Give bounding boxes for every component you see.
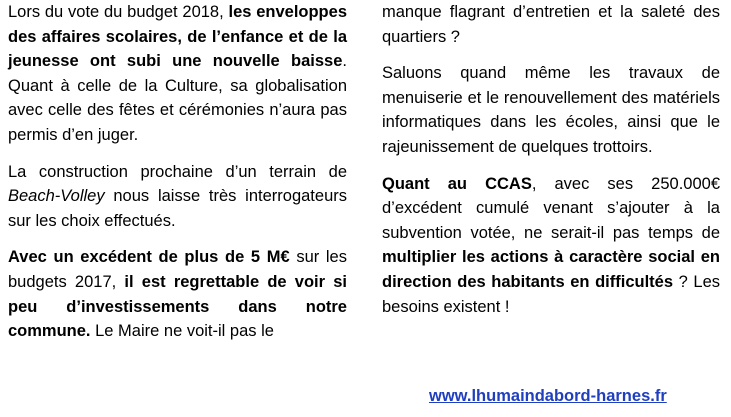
- text-segment: Le Maire ne voit-il pas le: [90, 322, 274, 341]
- text-segment: sur les budgets 2017,: [8, 248, 347, 291]
- paragraph-ccas: [382, 172, 720, 320]
- text-segment: Lors du vote du budget 2018,: [8, 3, 229, 21]
- italic-term: Beach-Volley: [8, 187, 105, 206]
- bold-statement: les enveloppes des affaires scolaires, de l’enfance et de la jeunesse ont subi une nouvelle baisse: [8, 3, 347, 71]
- website-link[interactable]: www.lhumaindabord-harnes.fr: [429, 387, 667, 405]
- text-segment: . Quant à celle de la Culture, sa globalisation avec celle des fêtes et cérémonies n’aura pas permis d’en juger.: [8, 52, 347, 144]
- paragraph-excedent: [8, 245, 347, 343]
- right-column: [382, 0, 720, 331]
- bold-statement: il est regrettable de voir si peu d’investissements dans notre commune.: [8, 272, 347, 341]
- left-column: [8, 0, 347, 356]
- text-segment: ? Les besoins existent !: [382, 272, 720, 316]
- text-segment: Saluons quand même les travaux de menuiserie et le renouvellement des matériels informatiques dans les écoles, ainsi que le rajeunissement de quelques trottoirs.: [382, 64, 720, 156]
- paragraph-travaux: [382, 61, 720, 159]
- text-segment: La construction prochaine d’un terrain de: [8, 162, 347, 181]
- text-segment: , avec ses 250.000€ d’excédent cumulé venant s’ajouter à la subvention votée, ne serait-il pas temps de: [382, 174, 720, 242]
- paragraph-beach-volley: [8, 160, 347, 234]
- paragraph-entretien: [382, 0, 720, 49]
- bold-statement: multiplier les actions à caractère social en direction des habitants en difficultés: [382, 248, 720, 291]
- bold-statement: Avec un excédent de plus de 5 M€: [8, 248, 290, 267]
- text-segment: manque flagrant d’entretien et la saleté des quartiers ?: [382, 3, 720, 46]
- text-segment: nous laisse très interrogateurs sur les choix effectués.: [8, 187, 347, 230]
- paragraph-budget-2018: [8, 0, 347, 148]
- bold-statement: Quant au CCAS: [382, 174, 532, 193]
